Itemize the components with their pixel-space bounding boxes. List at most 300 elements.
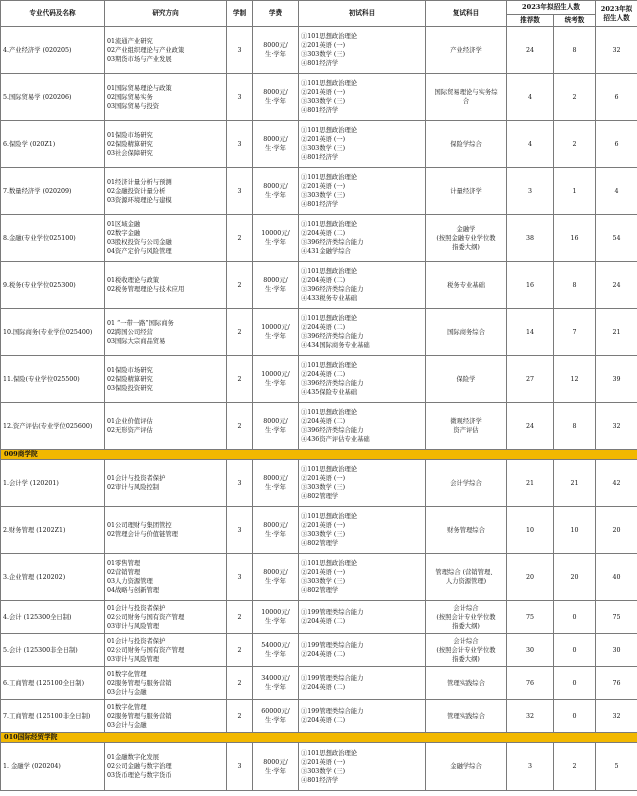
exam-line: ①101思想政治理论 xyxy=(301,409,358,416)
program-row xyxy=(1,309,637,356)
exam-line: ②204英语 (二) xyxy=(301,324,346,331)
program-row xyxy=(1,262,637,309)
program-row xyxy=(1,460,637,507)
tuition-line: 8000元/ xyxy=(263,522,288,529)
program-code-name: 1.会计学 (120201) xyxy=(1,460,105,507)
direction-line: 01 “一带一路”国际商务 xyxy=(107,319,174,327)
tuition-line: 10000元/ xyxy=(261,371,290,378)
total-count: 32 xyxy=(596,27,637,74)
total-count: 21 xyxy=(596,309,637,356)
tuition-line: 生·学年 xyxy=(265,531,286,538)
exam-subjects xyxy=(299,121,426,168)
direction-line: 02税务管理理论与技术应用 xyxy=(107,286,185,293)
retest-subjects xyxy=(426,460,507,507)
tuition-line: 生·学年 xyxy=(265,618,286,625)
unified-count: 8 xyxy=(554,27,596,74)
retest-line: 保险学 xyxy=(456,375,476,383)
research-directions xyxy=(105,743,227,791)
exam-line: ④802管理学 xyxy=(301,493,339,500)
exam-line: ③396经济类综合能力 xyxy=(301,333,364,340)
direction-line: 01会计与投资者保护 xyxy=(107,637,166,645)
total-count: 75 xyxy=(596,601,637,634)
exam-line: ②204英语 (二) xyxy=(301,371,346,378)
recommended-count: 16 xyxy=(507,262,554,309)
study-years: 2 xyxy=(227,634,253,667)
direction-line: 01企业价值评估 xyxy=(107,418,153,425)
direction-line: 01保险市场研究 xyxy=(107,131,153,139)
tuition-line: 生·学年 xyxy=(265,484,286,491)
header-plan-group: 2023年拟招生人数 xyxy=(507,1,596,15)
direction-line: 02公司财务与国有资产管理 xyxy=(107,613,185,621)
retest-line: 会计学综合 xyxy=(450,479,482,487)
exam-subjects xyxy=(299,460,426,507)
tuition-line: 60000元/ xyxy=(261,708,290,715)
recommended-count: 24 xyxy=(507,27,554,74)
exam-subjects xyxy=(299,27,426,74)
exam-line: ②204英语 (二) xyxy=(301,717,346,724)
exam-subjects xyxy=(299,403,426,450)
program-code-name: 1. 金融学 (020204) xyxy=(1,743,105,791)
exam-line: ②204英语 (二) xyxy=(301,277,346,284)
tuition-line: 生·学年 xyxy=(265,380,286,387)
exam-line: ④801经济学 xyxy=(301,201,339,208)
exam-line: ③303数学 (三) xyxy=(301,145,346,152)
header-direction: 研究方向 xyxy=(105,1,227,27)
recommended-count: 27 xyxy=(507,356,554,403)
retest-line: (按照会计专业学位教 xyxy=(436,613,496,621)
header-unified: 统考数 xyxy=(554,15,596,27)
school-header-row xyxy=(1,733,637,743)
unified-count: 1 xyxy=(554,168,596,215)
direction-line: 01会计与投资者保护 xyxy=(107,475,166,482)
program-row xyxy=(1,121,637,168)
total-count: 76 xyxy=(596,667,637,700)
tuition-line: 生·学年 xyxy=(265,333,286,340)
school-header-row xyxy=(1,450,637,460)
direction-line: 01保险市场研究 xyxy=(107,366,153,374)
total-count: 32 xyxy=(596,700,637,733)
exam-subjects xyxy=(299,601,426,634)
exam-line: ④434国际商务专业基础 xyxy=(301,342,370,349)
program-row xyxy=(1,601,637,634)
research-directions xyxy=(105,554,227,601)
exam-line: ①199管理类综合能力 xyxy=(301,675,364,682)
tuition-line: 10000元/ xyxy=(261,230,290,237)
tuition-line: 8000元/ xyxy=(263,183,288,190)
retest-subjects xyxy=(426,215,507,262)
program-row xyxy=(1,27,637,74)
exam-line: ②201英语 (一) xyxy=(301,183,346,190)
direction-line: 03会计与金融 xyxy=(107,688,147,696)
recommended-count: 38 xyxy=(507,215,554,262)
retest-line: 保险学综合 xyxy=(450,140,482,148)
program-code-name: 3.企业管理 (120202) xyxy=(1,554,105,601)
research-directions xyxy=(105,634,227,667)
exam-line: ④435保险专业基础 xyxy=(301,389,358,396)
program-row xyxy=(1,667,637,700)
retest-line: 指委大纲) xyxy=(452,655,480,663)
direction-line: 01金融数字化发展 xyxy=(107,754,160,761)
exam-line: ①101思想政治理论 xyxy=(301,33,358,40)
retest-subjects xyxy=(426,262,507,309)
study-years: 3 xyxy=(227,460,253,507)
tuition-line: 生·学年 xyxy=(265,578,286,585)
exam-line: ③303数学 (三) xyxy=(301,578,346,585)
retest-subjects xyxy=(426,27,507,74)
exam-subjects xyxy=(299,74,426,121)
program-code-name: 2.财务管理 (1202Z1) xyxy=(1,507,105,554)
exam-line: ①101思想政治理论 xyxy=(301,127,358,134)
retest-line: 指委大纲) xyxy=(452,243,480,251)
total-count: 40 xyxy=(596,554,637,601)
exam-line: ③303数学 (三) xyxy=(301,767,346,775)
study-years: 2 xyxy=(227,700,253,733)
direction-line: 02服务管理与服务营销 xyxy=(107,712,172,720)
tuition-line: 生·学年 xyxy=(265,51,286,58)
exam-subjects xyxy=(299,262,426,309)
program-code-name: 4.会计 (125300全日制) xyxy=(1,601,105,634)
research-directions xyxy=(105,262,227,309)
retest-subjects xyxy=(426,356,507,403)
direction-line: 02产业组织理论与产业政策 xyxy=(107,46,185,54)
tuition-fee xyxy=(253,403,299,450)
header-recommended: 推荐数 xyxy=(507,15,554,27)
exam-line: ②204英语 (二) xyxy=(301,230,346,237)
retest-line: 管理实践综合 xyxy=(447,679,485,687)
exam-line: ①199管理类综合能力 xyxy=(301,708,364,715)
unified-count: 2 xyxy=(554,121,596,168)
retest-line: 税务专业基础 xyxy=(447,281,485,289)
direction-line: 01经济计量分析与预测 xyxy=(107,178,172,186)
tuition-line: 8000元/ xyxy=(263,758,288,766)
research-directions xyxy=(105,74,227,121)
direction-line: 03期货市场与产业发展 xyxy=(107,55,172,63)
study-years: 2 xyxy=(227,215,253,262)
exam-line: ④431金融学综合 xyxy=(301,248,351,255)
retest-line: (按照会计专业学位教 xyxy=(436,646,496,654)
retest-line: 国际商务综合 xyxy=(447,328,485,336)
exam-line: ③303数学 (三) xyxy=(301,51,346,58)
tuition-line: 8000元/ xyxy=(263,418,288,425)
retest-subjects xyxy=(426,309,507,356)
exam-line: ②201英语 (一) xyxy=(301,475,346,482)
total-count: 39 xyxy=(596,356,637,403)
tuition-fee xyxy=(253,168,299,215)
research-directions xyxy=(105,460,227,507)
exam-line: ④802管理学 xyxy=(301,540,339,547)
recommended-count: 3 xyxy=(507,168,554,215)
tuition-line: 8000元/ xyxy=(263,42,288,49)
study-years: 3 xyxy=(227,121,253,168)
header-tuition: 学费 xyxy=(253,1,299,27)
direction-line: 03人力资源管理 xyxy=(107,578,153,585)
direction-line: 03资源环境理论与建模 xyxy=(107,196,172,204)
study-years: 2 xyxy=(227,356,253,403)
tuition-fee xyxy=(253,215,299,262)
exam-line: ①101思想政治理论 xyxy=(301,749,358,757)
unified-count: 7 xyxy=(554,309,596,356)
exam-subjects xyxy=(299,634,426,667)
header-total: 2023年拟招生人数 xyxy=(596,1,637,27)
retest-subjects xyxy=(426,700,507,733)
exam-subjects xyxy=(299,667,426,700)
tuition-line: 8000元/ xyxy=(263,277,288,284)
direction-line: 02跨国公司经营 xyxy=(107,328,153,336)
direction-line: 03国际贸易与投资 xyxy=(107,102,160,110)
retest-line: 指委大纲) xyxy=(452,622,480,630)
program-code-name: 6.保险学 (020Z1) xyxy=(1,121,105,168)
program-code-name: 10.国际商务(专业学位025400) xyxy=(1,309,105,356)
exam-line: ④436资产评估专业基础 xyxy=(301,436,370,443)
program-code-name: 5.会计 (125300非全日制) xyxy=(1,634,105,667)
study-years: 3 xyxy=(227,743,253,791)
direction-line: 02金融投资计量分析 xyxy=(107,187,166,195)
exam-line: ②201英语 (一) xyxy=(301,136,346,143)
program-row xyxy=(1,74,637,121)
retest-line: 微观经济学 xyxy=(450,418,482,425)
exam-line: ④801经济学 xyxy=(301,154,339,161)
exam-subjects xyxy=(299,309,426,356)
recommended-count: 32 xyxy=(507,700,554,733)
tuition-line: 10000元/ xyxy=(261,324,290,331)
tuition-fee xyxy=(253,554,299,601)
retest-subjects xyxy=(426,507,507,554)
program-code-name: 9.税务(专业学位025300) xyxy=(1,262,105,309)
tuition-line: 8000元/ xyxy=(263,89,288,96)
program-code-name: 12.资产评估(专业学位025600) xyxy=(1,403,105,450)
retest-line: 金融学 xyxy=(456,225,476,233)
recommended-count: 30 xyxy=(507,634,554,667)
direction-line: 02营销管理 xyxy=(107,569,141,576)
total-count: 30 xyxy=(596,634,637,667)
tuition-line: 生·学年 xyxy=(265,98,286,105)
program-code-name: 6.工商管理 (125100全日制) xyxy=(1,667,105,700)
program-row xyxy=(1,700,637,733)
direction-line: 02管理会计与价值链管理 xyxy=(107,531,178,538)
exam-line: ②201英语 (一) xyxy=(301,89,346,96)
unified-count: 21 xyxy=(554,460,596,507)
study-years: 2 xyxy=(227,667,253,700)
exam-subjects xyxy=(299,168,426,215)
program-row xyxy=(1,168,637,215)
school-name: 010国际经贸学院 xyxy=(1,733,637,743)
total-count: 5 xyxy=(596,743,637,791)
recommended-count: 4 xyxy=(507,121,554,168)
tuition-line: 10000元/ xyxy=(261,609,290,616)
tuition-fee xyxy=(253,634,299,667)
recommended-count: 3 xyxy=(507,743,554,791)
total-count: 42 xyxy=(596,460,637,507)
direction-line: 01会计与投资者保护 xyxy=(107,604,166,612)
direction-line: 03审计与风险管理 xyxy=(107,622,160,630)
total-count: 32 xyxy=(596,403,637,450)
header-exam: 初试科目 xyxy=(299,1,426,27)
retest-line: 管理综合 (营销管理、 xyxy=(435,569,497,576)
tuition-line: 生·学年 xyxy=(265,767,286,775)
retest-subjects xyxy=(426,554,507,601)
direction-line: 01流通产业研究 xyxy=(107,37,153,45)
total-count: 20 xyxy=(596,507,637,554)
recommended-count: 21 xyxy=(507,460,554,507)
tuition-fee xyxy=(253,507,299,554)
exam-line: ④801经济学 xyxy=(301,107,339,114)
total-count: 54 xyxy=(596,215,637,262)
retest-line: 产业经济学 xyxy=(450,46,482,54)
retest-line: 会计综合 xyxy=(453,604,479,612)
program-row xyxy=(1,554,637,601)
direction-line: 02审计与风险控制 xyxy=(107,484,160,491)
direction-line: 01数字化管理 xyxy=(107,670,147,678)
direction-line: 01税收理论与政策 xyxy=(107,277,160,284)
table-body xyxy=(1,27,637,791)
exam-line: ①101思想政治理论 xyxy=(301,513,358,520)
exam-line: ①101思想政治理论 xyxy=(301,362,358,369)
exam-line: ③303数学 (三) xyxy=(301,98,346,105)
tuition-line: 生·学年 xyxy=(265,427,286,434)
exam-line: ③303数学 (三) xyxy=(301,484,346,491)
unified-count: 2 xyxy=(554,74,596,121)
retest-subjects xyxy=(426,74,507,121)
tuition-line: 生·学年 xyxy=(265,145,286,152)
tuition-line: 生·学年 xyxy=(265,239,286,246)
recommended-count: 75 xyxy=(507,601,554,634)
unified-count: 0 xyxy=(554,601,596,634)
recommended-count: 24 xyxy=(507,403,554,450)
retest-subjects xyxy=(426,634,507,667)
research-directions xyxy=(105,27,227,74)
direction-line: 01零售管理 xyxy=(107,560,141,567)
exam-subjects xyxy=(299,554,426,601)
exam-line: ②204英语 (二) xyxy=(301,651,346,658)
tuition-line: 生·学年 xyxy=(265,717,286,724)
direction-line: 01国际贸易理论与政策 xyxy=(107,84,172,92)
tuition-line: 生·学年 xyxy=(265,192,286,199)
direction-line: 02无形资产评估 xyxy=(107,427,153,434)
retest-line: 会计综合 xyxy=(453,637,479,645)
exam-line: ③396经济类综合能力 xyxy=(301,380,364,387)
retest-subjects xyxy=(426,667,507,700)
exam-line: ③396经济类综合能力 xyxy=(301,239,364,246)
program-row xyxy=(1,507,637,554)
tuition-fee xyxy=(253,743,299,791)
exam-line: ①101思想政治理论 xyxy=(301,80,358,87)
retest-line: 国际贸易理论与实务综 xyxy=(434,89,498,96)
recommended-count: 76 xyxy=(507,667,554,700)
study-years: 2 xyxy=(227,403,253,450)
direction-line: 04战略与创新管理 xyxy=(107,587,160,594)
unified-count: 2 xyxy=(554,743,596,791)
tuition-fee xyxy=(253,309,299,356)
program-code-name: 8.金融(专业学位025100) xyxy=(1,215,105,262)
recommended-count: 20 xyxy=(507,554,554,601)
tuition-fee xyxy=(253,27,299,74)
unified-count: 16 xyxy=(554,215,596,262)
direction-line: 02公司金融与数字治理 xyxy=(107,763,172,770)
exam-line: ①101思想政治理论 xyxy=(301,560,358,567)
exam-line: ②201英语 (一) xyxy=(301,42,346,49)
program-row xyxy=(1,403,637,450)
direction-line: 02保险精算研究 xyxy=(107,375,153,383)
unified-count: 8 xyxy=(554,403,596,450)
exam-subjects xyxy=(299,743,426,791)
recommended-count: 4 xyxy=(507,74,554,121)
exam-line: ④802管理学 xyxy=(301,587,339,594)
header-years: 学制 xyxy=(227,1,253,27)
research-directions xyxy=(105,507,227,554)
study-years: 2 xyxy=(227,601,253,634)
exam-line: ①101思想政治理论 xyxy=(301,221,358,228)
direction-line: 03国际大宗商品贸易 xyxy=(107,337,166,345)
program-row xyxy=(1,356,637,403)
exam-line: ①199管理类综合能力 xyxy=(301,609,364,616)
retest-line: (按照金融专业学位教 xyxy=(436,234,496,242)
direction-line: 03审计与风险管理 xyxy=(107,655,160,663)
tuition-fee xyxy=(253,262,299,309)
exam-line: ③303数学 (三) xyxy=(301,192,346,199)
tuition-fee xyxy=(253,460,299,507)
direction-line: 02服务管理与服务营销 xyxy=(107,679,172,687)
exam-line: ②204英语 (二) xyxy=(301,418,346,425)
exam-line: ④433税务专业基础 xyxy=(301,295,358,302)
program-code-name: 7.数量经济学 (020209) xyxy=(1,168,105,215)
direction-line: 03社会保障研究 xyxy=(107,149,153,157)
recommended-count: 14 xyxy=(507,309,554,356)
study-years: 2 xyxy=(227,262,253,309)
exam-line: ③396经济类综合能力 xyxy=(301,427,364,434)
research-directions xyxy=(105,601,227,634)
program-code-name: 11.保险(专业学位025500) xyxy=(1,356,105,403)
exam-line: ②204英语 (二) xyxy=(301,618,346,625)
direction-line: 02公司财务与国有资产管理 xyxy=(107,646,185,654)
tuition-fee xyxy=(253,601,299,634)
direction-line: 02国际贸易实务 xyxy=(107,93,153,101)
exam-subjects xyxy=(299,507,426,554)
study-years: 3 xyxy=(227,507,253,554)
retest-line: 财务管理综合 xyxy=(447,526,485,534)
tuition-fee xyxy=(253,121,299,168)
direction-line: 02数字金融 xyxy=(107,230,141,237)
program-code-name: 7.工商管理 (125100非全日制) xyxy=(1,700,105,733)
direction-line: 03保险投资研究 xyxy=(107,384,153,392)
unified-count: 12 xyxy=(554,356,596,403)
tuition-line: 生·学年 xyxy=(265,684,286,691)
tuition-fee xyxy=(253,74,299,121)
study-years: 2 xyxy=(227,309,253,356)
direction-line: 01区域金融 xyxy=(107,221,141,228)
tuition-line: 8000元/ xyxy=(263,569,288,576)
total-count: 6 xyxy=(596,74,637,121)
research-directions xyxy=(105,168,227,215)
retest-subjects xyxy=(426,403,507,450)
unified-count: 8 xyxy=(554,262,596,309)
research-directions xyxy=(105,700,227,733)
direction-line: 03股权投资与公司金融 xyxy=(107,239,172,246)
recommended-count: 10 xyxy=(507,507,554,554)
tuition-line: 54000元/ xyxy=(261,642,290,649)
header-code-name: 专业代码及名称 xyxy=(1,1,105,27)
exam-line: ③303数学 (三) xyxy=(301,531,346,538)
tuition-line: 8000元/ xyxy=(263,136,288,143)
retest-line: 管理实践综合 xyxy=(447,712,485,720)
retest-line: 计量经济学 xyxy=(450,187,482,195)
research-directions xyxy=(105,121,227,168)
study-years: 3 xyxy=(227,554,253,601)
tuition-fee xyxy=(253,700,299,733)
exam-subjects xyxy=(299,700,426,733)
tuition-line: 34000元/ xyxy=(261,675,290,682)
retest-subjects xyxy=(426,121,507,168)
retest-line: 人力资源管理) xyxy=(445,578,487,585)
